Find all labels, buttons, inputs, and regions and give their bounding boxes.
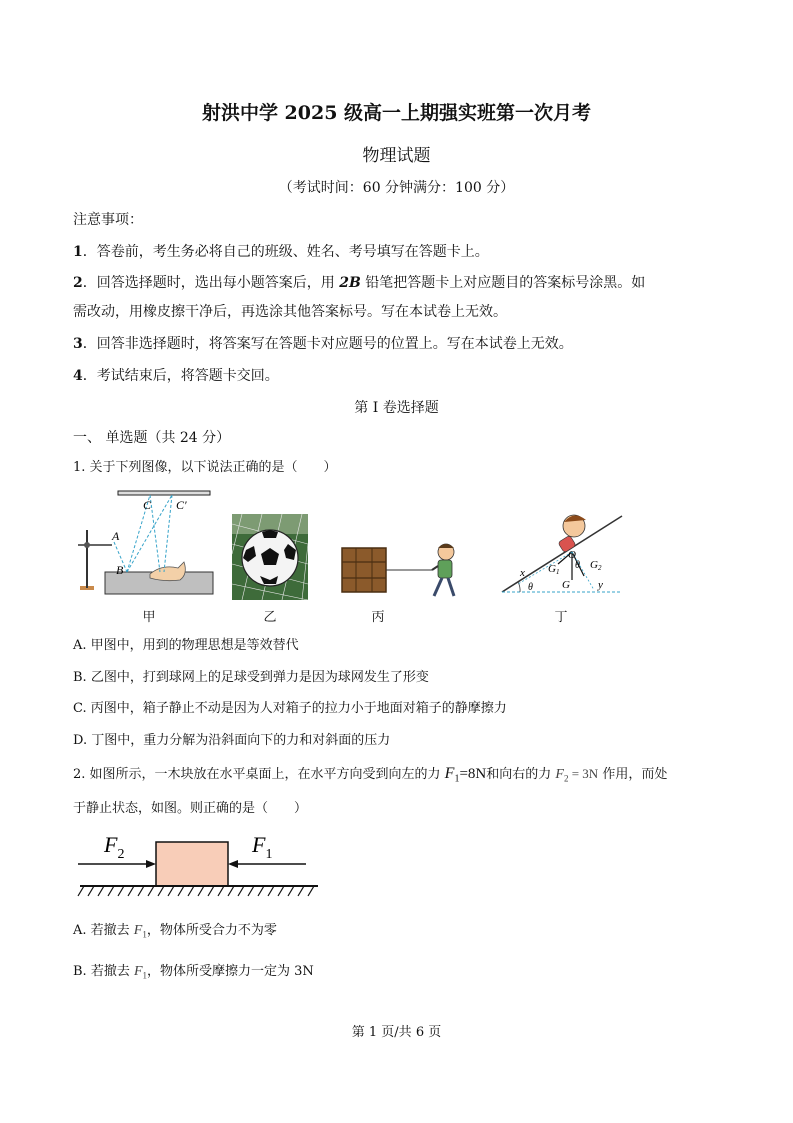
label-F1 [251,832,272,862]
label-C: C [143,498,152,512]
q1-option-b: B. 乙图中，打到球网上的足球受到弹力是因为球网发生了形变 [73,670,429,685]
q2-option-a-F: F [133,923,143,938]
note-item-1 [73,242,489,262]
label-F2-letter: F [104,832,118,857]
label-theta-bottom: θ [528,582,533,593]
q2-stem-text: 2. 如图所示，一木块放在水平桌面上，在水平方向受到向左的力 [73,767,445,782]
label-F1-sub: 1 [265,847,273,862]
q2-f1-value: =8N [459,766,487,782]
person-arm [432,566,438,570]
q2-option-b-post: ，物体所受摩擦力一定为 3N [147,964,314,979]
label-B: B [116,563,124,577]
q2-option-a-sub: 1 [142,929,147,940]
person-leg-right [448,578,454,596]
q2-f2-sub: 2 [563,773,569,784]
page-footer: 第 1 页/共 6 页 [351,1025,442,1040]
caption-ding: 丁 [554,610,568,625]
q2-f2-symbol: F [555,767,564,782]
arrow-F1-head [228,860,238,868]
note-text: ．考试结束后，将答题卡交回。 [82,368,279,384]
caption-bing: 丙 [371,610,385,625]
hand-shape [150,562,185,581]
note-num: 1 [73,244,83,260]
q2-f2-value: = 3N [568,766,599,781]
table-hatching [78,886,314,896]
note-item-4 [73,366,279,386]
label-O: O [568,549,576,561]
q2-option-b-F: F [133,964,143,979]
label-G: G [562,579,570,591]
exam-info: （考试时间：60 分钟满分：100 分） [278,180,515,196]
q2-option-b-sub: 1 [142,970,148,981]
label-F2 [103,832,124,862]
q1-option-c: C. 丙图中，箱子静止不动是因为人对箱子的拉力小于地面对箱子的静摩擦力 [73,701,507,716]
subject-title: 物理试题 [362,146,431,166]
note-text: 铅笔把答题卡上对应题目的答案标号涂黑。如 [360,275,646,291]
note-item-3 [73,334,573,354]
exam-title: 射洪中学 2025 级高一上期强实班第一次月考 [201,102,592,124]
label-G2 [590,559,602,572]
q1-option-a: A. 甲图中，用到的物理思想是等效替代 [73,638,299,653]
person-leg-left [434,578,442,596]
label-y: y [598,579,603,591]
q2-f1-symbol: F [444,765,455,782]
q2-option-b-pre: B. 若撤去 [73,964,134,979]
label-G2-letter: G [590,559,598,571]
arrow-F2-head [146,860,156,868]
caption-jia: 甲 [142,610,156,625]
q2-f1-sub: 1 [454,773,460,785]
figure-q2-block [76,826,322,906]
figure-ding [498,508,630,598]
note-text: ．答卷前，考生务必将自己的班级、姓名、考号填写在答题卡上。 [82,244,489,260]
label-A: A [112,529,120,543]
note-num: 3 [73,336,83,352]
q1-option-d: D. 丁图中，重力分解为沿斜面向下的力和对斜面的压力 [73,733,391,748]
figure-yi [232,514,308,600]
note-text: ．回答选择题时，选出每小题答案后，用 [82,275,340,291]
q2-stem-line1 [73,764,667,790]
q1-stem: 1. 关于下列图像，以下说法正确的是（ ） [73,460,337,475]
q2-option-b [73,962,314,986]
note-item-2 [73,273,645,293]
volume-title: 第 I 卷选择题 [354,400,439,416]
person-body [438,560,452,578]
note-num: 4 [73,368,83,384]
label-G2-sub: 2 [597,564,602,572]
figure-jia [72,488,218,602]
caption-yi: 乙 [263,610,277,625]
figure-bing [338,540,466,602]
note-num: 2 [73,275,83,291]
label-G1-sub: 1 [555,568,560,576]
ray-C-reflect [150,495,160,572]
label-F2-sub: 2 [117,847,125,862]
stand-clamp [84,542,90,548]
person-hair [438,544,454,548]
label-x: x [520,567,525,579]
wood-block [156,842,228,886]
label-G1 [548,563,559,576]
pencil-grade: 2B [339,275,361,291]
part-title: 一、 单选题（共 24 分） [73,430,231,446]
wooden-crate [342,548,386,592]
label-C-prime: C′ [176,498,187,512]
q2-option-a [73,921,277,945]
q2-stem-text: 和向右的力 [486,767,556,782]
label-theta-top: θ [575,560,580,571]
q2-option-a-post: ，物体所受合力不为零 [146,923,277,938]
q2-option-a-pre: A. 若撤去 [73,923,134,938]
note-text: ．回答非选择题时，将答案写在答题卡对应题号的位置上。写在本试卷上无效。 [82,336,573,352]
note-item-2-cont: 需改动，用橡皮擦干净后，再选涂其他答案标号。写在本试卷上无效。 [73,304,507,320]
q2-stem-text: 作用，而处 [598,767,668,782]
label-G1-letter: G [548,563,556,575]
mirror-plate [118,491,210,495]
q2-stem-line2: 于静止状态，如图。则正确的是（ ） [73,801,308,816]
notes-heading: 注意事项： [73,212,143,228]
label-F1-letter: F [252,832,266,857]
